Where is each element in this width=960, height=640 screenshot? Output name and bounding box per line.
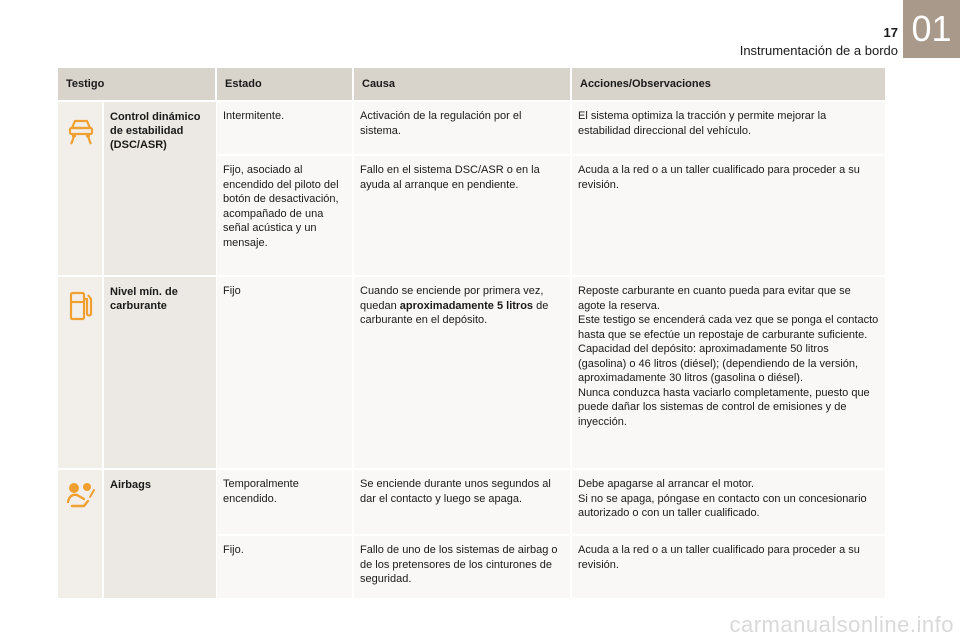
acciones-airbag-2: Acuda a la red o a un taller cualificado para proceder a su revisión. <box>572 536 885 598</box>
column-header-estado: Estado <box>217 68 352 100</box>
estado-airbag-1: Temporalmente encendido. <box>217 470 352 534</box>
causa-fuel-text-2: de carburante en el depósito. <box>360 299 549 326</box>
light-name-dsc: Control dinámico de estabilidad (DSC/ASR) <box>104 102 216 275</box>
causa-fuel <box>354 277 570 468</box>
estado-dsc-2: Fijo, asociado al encendido del piloto del botón de desactivación, acompañado de una señal acústica y un mensaje. <box>217 156 352 275</box>
acciones-dsc-1: El sistema optimiza la tracción y permite mejorar la estabilidad direccional del vehículo. <box>572 102 885 154</box>
causa-fuel-text-1: Cuando se enciende por primera vez, quedan <box>360 285 544 312</box>
watermark: carmanualsonline.info <box>729 612 954 637</box>
causa-airbag-1: Se enciende durante unos segundos al dar el contacto y luego se apaga. <box>354 470 570 534</box>
acciones-fuel <box>572 277 885 468</box>
causa-fuel-text-bold: aproximadamente 5 litros <box>399 299 534 312</box>
icon-cell-dsc <box>58 102 102 275</box>
skid-car-icon <box>65 114 97 146</box>
column-header-testigo: Testigo <box>58 68 215 100</box>
acciones-airbag-line: Debe apagarse al arrancar el motor. <box>578 478 755 490</box>
chapter-tab: 01 <box>903 0 960 58</box>
fuel-pump-icon <box>67 290 95 322</box>
estado-dsc-1: Intermitente. <box>217 102 352 154</box>
icon-cell-airbag <box>58 470 102 598</box>
column-header-causa: Causa <box>354 68 570 100</box>
column-header-acciones: Acciones/Observaciones <box>572 68 885 100</box>
causa-dsc-2: Fallo en el sistema DSC/ASR o en la ayuda al arranque en pendiente. <box>354 156 570 275</box>
light-name-fuel: Nivel mín. de carburante <box>104 277 216 468</box>
airbag-icon <box>64 480 98 510</box>
estado-airbag-2: Fijo. <box>217 536 352 598</box>
page-number: 17 <box>883 25 898 40</box>
acciones-fuel-line: Capacidad del depósito: aproximadamente 50 litros (gasolina) o 46 litros (diésel); (dependiendo de la versión, aproximadamente 30 litros (gasolina o diésel). <box>578 343 859 384</box>
acciones-dsc-2: Acuda a la red o a un taller cualificado para proceder a su revisión. <box>572 156 885 275</box>
acciones-fuel-line: Este testigo se encenderá cada vez que se ponga el contacto hasta que se efectúe un repostaje de carburante suficiente. <box>578 314 879 341</box>
section-title: Instrumentación de a bordo <box>739 43 898 58</box>
acciones-fuel-line: Reposte carburante en cuanto pueda para evitar que se agote la reserva. <box>578 285 851 312</box>
acciones-fuel-line: Nunca conduzca hasta vaciarlo completamente, puesto que puede dañar los sistemas de control de emisiones y de inyección. <box>578 386 870 428</box>
icon-cell-fuel <box>58 277 102 468</box>
causa-airbag-2: Fallo de uno de los sistemas de airbag o de los pretensores de los cinturones de seguridad. <box>354 536 570 598</box>
acciones-airbag-1 <box>572 470 885 534</box>
estado-fuel: Fijo <box>217 277 352 468</box>
acciones-airbag-line: Si no se apaga, póngase en contacto con un concesionario autorizado o con un taller cualificado. <box>578 492 867 519</box>
light-name-airbag: Airbags <box>104 470 216 598</box>
causa-dsc-1: Activación de la regulación por el sistema. <box>354 102 570 154</box>
